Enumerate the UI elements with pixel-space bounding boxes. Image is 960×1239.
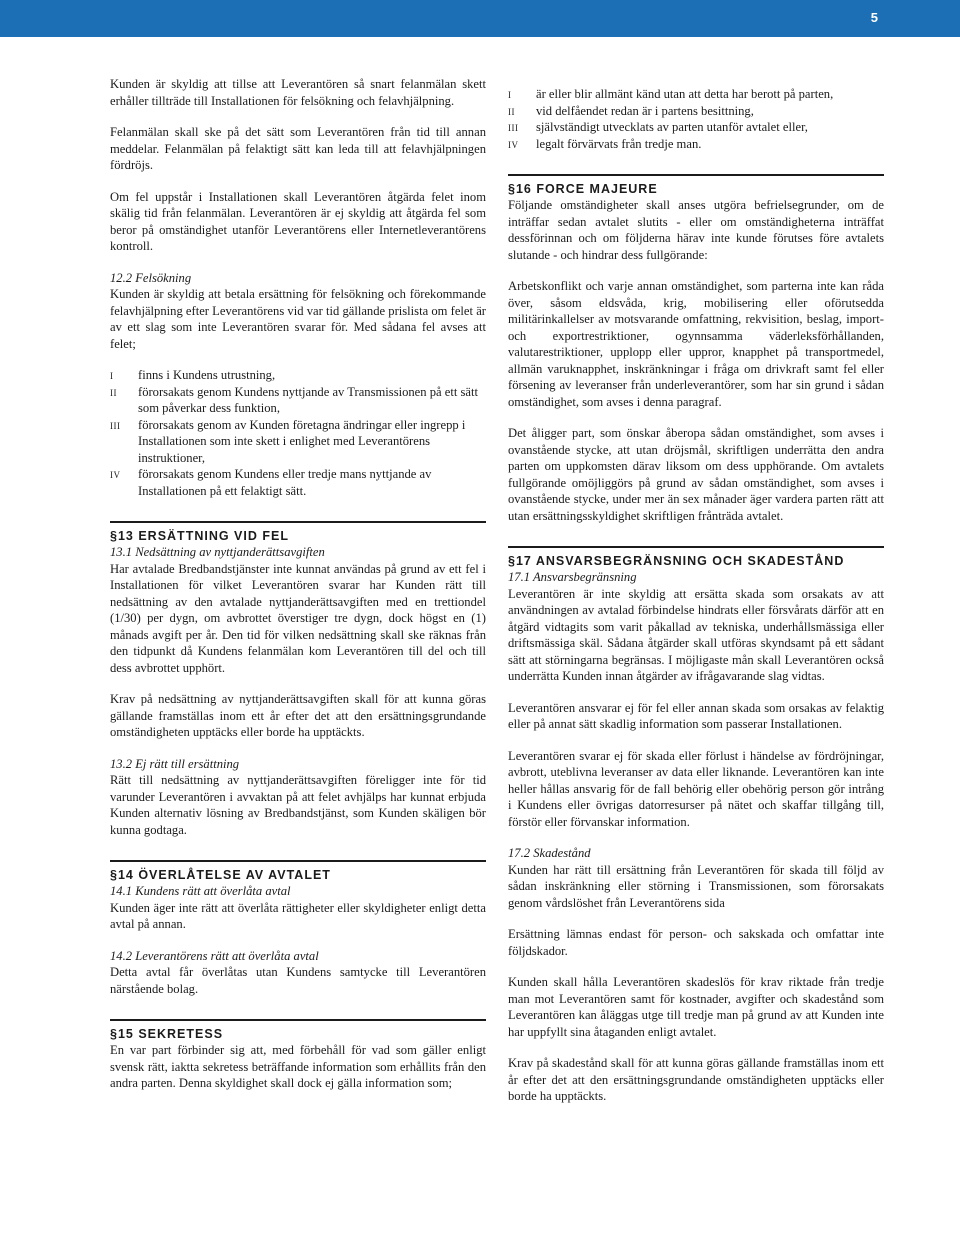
- section-16: [508, 174, 884, 524]
- subsection-title: 14.1 Kundens rätt att överlåta avtal: [110, 884, 291, 898]
- paragraph: Rätt till nedsättning av nyttjanderättsavgiften föreligger inte för tid varunder Leverantören i avvaktan på att felet avhjälps har kunnat erbjuda Kunden alternativ lösning av Bredbandstjänst, som Kunden skäligen bör kunna godtaga.: [110, 773, 486, 837]
- list-item: iv legalt förvärvats från tredje man.: [508, 136, 702, 151]
- list-item: iii förorsakats genom av Kunden företagna ändringar eller ingrepp i Installationen som inte skett i enlighet med Leverantörens instruktioner,: [110, 417, 466, 465]
- section-heading: §13 ERSÄTTNING VID FEL: [110, 529, 289, 543]
- section-17: [508, 546, 884, 1105]
- section-heading: §17 ANSVARSBEGRÄNSNING OCH SKADESTÅND: [508, 554, 845, 568]
- paragraph: Följande omständigheter skall anses utgöra befrielsegrunder, om de inträffar sedan avtalet slutits - eller om omständigheterna inträffat dessförinnan och om följderna härav inte kunde förutses före avtalets slutande - och hindrar dess fullgörande:: [508, 198, 884, 262]
- paragraph: Krav på nedsättning av nyttjanderättsavgiften skall för att kunna göras gällande framställas inom ett år efter det att den ersättningsgrundande omständigheten upptäcks eller borde ha upptäckts.: [110, 692, 486, 739]
- list-item: ii förorsakats genom Kundens nyttjande av Transmissionen på ett sätt som påverkar dess funktion,: [110, 384, 478, 415]
- paragraph: Felanmälan skall ske på det sätt som Leverantören från tid till annan meddelar. Felanmälan på felaktigt sätt kan leda till att felavhjälpningen fördröjs.: [110, 125, 486, 172]
- section-heading: §16 FORCE MAJEURE: [508, 182, 658, 196]
- paragraph: Arbetskonflikt och varje annan omständighet, som parterna inte kan råda över, såsom eldsvåda, krig, mobilisering eller oförutsedda militärinkallelser av motsvarande omfattning, rekvisition, beslag, import- och exportrestriktioner, ogynnsamma väderleksförhållanden, valutarestriktioner, upplopp eller uppror, knapphet på transportmedel, allmän varuknapphet, inskränkningar i fråga om drivkraft samt fel eller försening av leveranser från underleverantörer, som har sin grund i sådan omständighet, som avses i denna paragraf.: [508, 279, 884, 409]
- paragraph: Krav på skadestånd skall för att kunna göras gällande framställas inom ett år efter det att den ersättningsgrundande omständigheten upptäcks eller borde ha upptäckts.: [508, 1056, 884, 1103]
- confidentiality-exceptions-list: [508, 86, 884, 152]
- page-number: 5: [870, 10, 878, 25]
- paragraph: Det åligger part, som önskar åberopa sådan omständighet, som avses i ovanstående stycke, att utan dröjsmål, skriftligen underrätta den andra parten om uppkomsten därav liksom om dess upphörande. Om avtalets fullgörande omöjliggörs på grund av sådan omständighet, som avses i ovanstående stycke, under mer än sex månader äger vardera parten rätt att utan ersättningsskyldighet skriftligen frånträda avtalet.: [508, 426, 884, 523]
- subsection-title: 17.1 Ansvarsbegränsning: [508, 570, 637, 584]
- paragraph: Kunden skall hålla Leverantören skadeslös för krav riktade från tredje man mot Leverantören samt för kostnader, avgifter och skadestånd som Leverantören kan åläggas utge till tredje man på grund av att Kunden inte har uppfyllt sina åtaganden enligt avtalet.: [508, 975, 884, 1039]
- list-item: ii vid delfåendet redan är i partens besittning,: [508, 103, 754, 118]
- right-column: [508, 86, 884, 1120]
- paragraph: Har avtalade Bredbandstjänster inte kunnat användas på grund av ett fel i Installationen för vilket Leverantören svarar har Kunden rätt till nedsättning av den avtalade nyttjanderättsavgiften med en trettiondel (1/30) per dygn, om avbrottet överstiger tre dygn, dock högst en (1) månads avgift per år. Den tid för vilken nedsättning skall ske räknas från den tidpunkt då Kundens felanmälan kom Leverantören till del och till dess avbrottet upphört.: [110, 561, 486, 675]
- subsection-title: 13.2 Ej rätt till ersättning: [110, 756, 240, 771]
- paragraph: Ersättning lämnas endast för person- och sakskada och omfattar inte följdskador.: [508, 927, 884, 958]
- top-bar: [0, 0, 960, 37]
- subsection-title: 13.1 Nedsättning av nyttjanderättsavgiften: [110, 545, 325, 559]
- section-divider: [508, 546, 884, 548]
- subsection-title: 17.2 Skadestånd: [508, 846, 591, 860]
- list-item: i är eller blir allmänt känd utan att detta har berott på parten,: [508, 87, 834, 101]
- section-15: [110, 1019, 486, 1092]
- subsection-title: 14.2 Leverantörens rätt att överlåta avtal: [110, 948, 319, 963]
- section-divider: [110, 1019, 486, 1021]
- section-13: [110, 521, 486, 838]
- paragraph: Leverantören ansvarar ej för fel eller annan skada som orsakas av felaktig eller på annat sätt skadlig information som passerar Installationen.: [508, 700, 884, 731]
- left-column: [110, 76, 486, 1107]
- list-item: i finns i Kundens utrustning,: [110, 368, 276, 382]
- list-item: iv förorsakats genom Kundens eller tredje mans nyttjande av Installationen på ett felaktigt sätt.: [110, 467, 432, 498]
- paragraph: Kunden är skyldig att tillse att Leverantören så snart felanmälan skett erhåller tillträde till Installationen för felsökning och felavhjälpning.: [110, 77, 486, 108]
- paragraph: Kunden äger inte rätt att överlåta rättigheter eller skyldigheter enligt detta avtal på annan.: [110, 900, 486, 931]
- section-divider: [110, 860, 486, 862]
- fault-list: [110, 367, 486, 499]
- section-divider: [508, 174, 884, 176]
- subsection-title: 12.2 Felsökning: [110, 270, 192, 285]
- paragraph: Om fel uppstår i Installationen skall Leverantören åtgärda felet inom skälig tid från felanmälan. Leverantören är ej skyldig att åtgärda fel som beror på omständighet utanför Leverantörens eller Internetleverantörens kontroll.: [110, 189, 486, 253]
- paragraph: En var part förbinder sig att, med förbehåll för vad som gäller enligt svensk rätt, iaktta sekretess beträffande information som erhållits från den andra parten. Denna skyldighet skall dock ej gälla information som;: [110, 1043, 486, 1090]
- section-divider: [110, 521, 486, 523]
- subsection-text: Kunden är skyldig att betala ersättning för felsökning och förekommande felavhjälpning efter Leverantörens vid var tid gällande prislista om felet är av ett slag som inte Leverantören svarar för. Med sådana fel avses att felet;: [110, 287, 486, 351]
- section-14: [110, 860, 486, 997]
- list-item: iii självständigt utvecklats av parten utanför avtalet eller,: [508, 120, 808, 134]
- paragraph: Leverantören svarar ej för skada eller förlust i händelse av fördröjningar, avbrott, uteblivna leveranser av data eller liknande. Leverantören kan inte heller hållas ansvarig för de fall behörig eller obehörig person gör intrång i Kundens eller övrigas datorresurser på nätet och skaffar tillgång till, förstör eller förvanskar information.: [508, 748, 884, 829]
- subsection-12-2: [110, 270, 486, 353]
- section-heading: §15 SEKRETESS: [110, 1027, 224, 1041]
- paragraph: Leverantören är inte skyldig att ersätta skada som orsakats av att användningen av avtalad förbindelse hindrats eller försvårats därför att en åtgärd vidtagits som varit påkallad av tekniska, underhållsmässiga eller driftsmässiga skäl. Sådana åtgärder skall utföras skyndsamt på ett sådant sätt att störningarna begränsas. I möjligaste mån skall Leverantören också underrätta Kunden innan åtgärder av ifrågavarande slag vidtas.: [508, 586, 884, 683]
- paragraph: Detta avtal får överlåtas utan Kundens samtycke till Leverantören närstående bolag.: [110, 965, 486, 996]
- paragraph: Kunden har rätt till ersättning från Leverantören för skada till följd av sådan inskränkning eller störning i Transmissionen, som förorsakats genom vårdslöshet från Leverantörens sida: [508, 862, 884, 910]
- section-heading: §14 ÖVERLÅTELSE AV AVTALET: [110, 868, 331, 882]
